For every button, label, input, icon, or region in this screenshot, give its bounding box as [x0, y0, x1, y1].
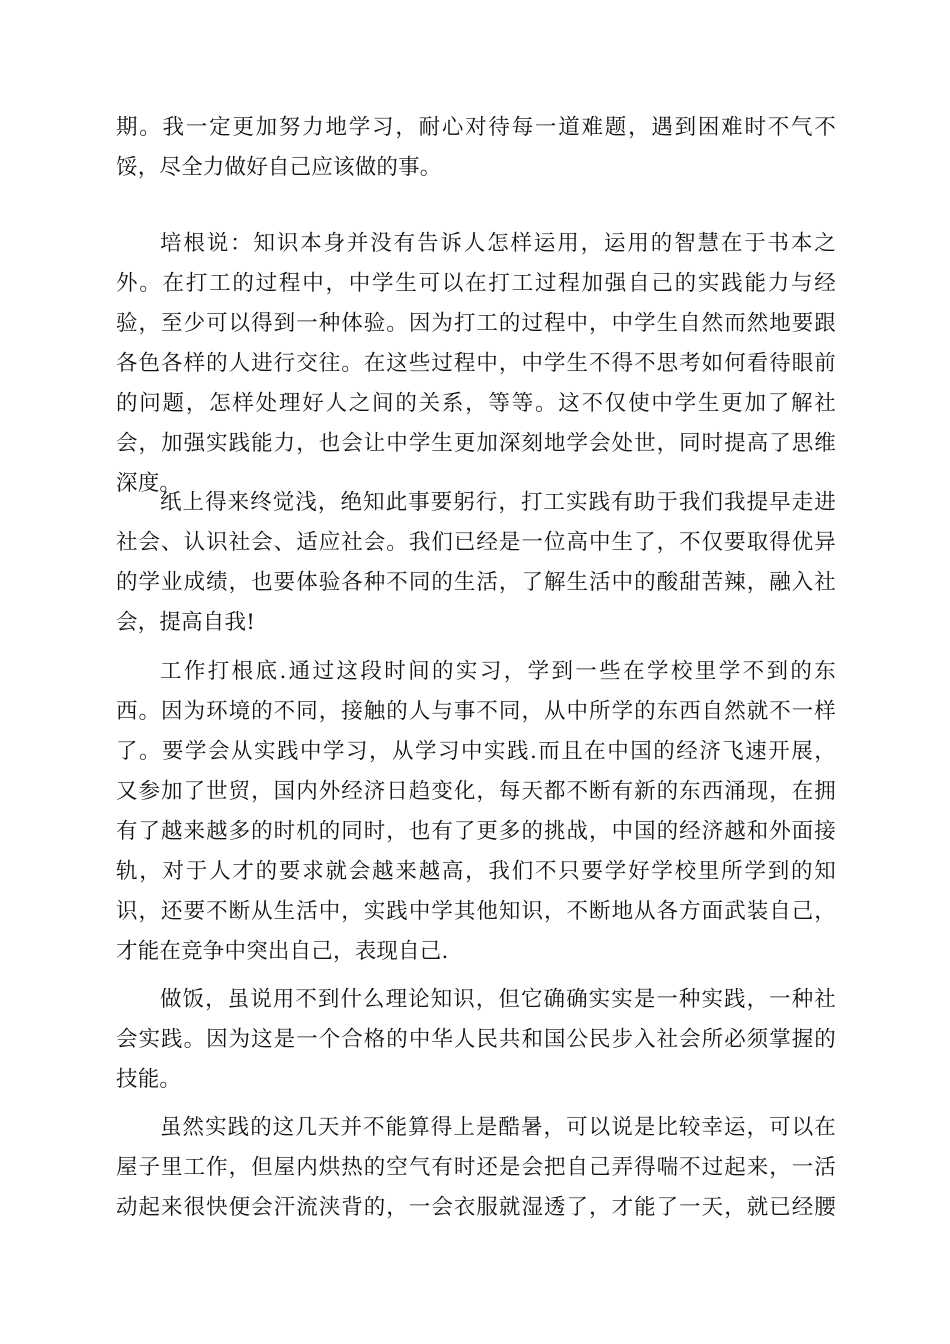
paragraph-1: [116, 108, 836, 188]
text-line: 工作打根底.通过这段时间的实习，学到一些在学校里学不到的东: [160, 659, 836, 684]
text-line: 会实践。因为这是一个合格的中华人民共和国公民步入社会所必须掌握的: [116, 1027, 836, 1052]
text-line: 西。因为环境的不同，接触的人与事不同，从中所学的东西自然就不一样: [116, 699, 836, 724]
text-line: 会，加强实践能力，也会让中学生更加深刻地学会处世，同时提高了思维: [116, 431, 836, 456]
text-line: 社会、认识社会、适应社会。我们已经是一位高中生了，不仅要取得优异: [116, 530, 836, 555]
text-line: 屋子里工作，但屋内烘热的空气有时还是会把自己弄得喘不过起来，一活: [116, 1155, 836, 1180]
text-line: 有了越来越多的时机的同时，也有了更多的挑战，中国的经济越和外面接: [116, 819, 836, 844]
text-line: 轨，对于人才的要求就会越来越高，我们不只要学好学校里所学到的知: [116, 859, 836, 884]
text-line: 的学业成绩，也要体验各种不同的生活，了解生活中的酸甜苦辣，融入社: [116, 570, 836, 595]
text-line: 识，还要不断从生活中，实践中学其他知识，不断地从各方面武装自己，: [116, 899, 836, 924]
text-line: 验，至少可以得到一种体验。因为打工的过程中，中学生自然而然地要跟: [116, 311, 836, 336]
paragraph-2: [116, 224, 836, 504]
paragraph-5: [116, 980, 836, 1100]
text-line: 技能。: [116, 1067, 182, 1092]
paragraph-4: [116, 652, 836, 972]
text-line: 做饭，虽说用不到什么理论知识，但它确确实实是一种实践，一种社: [160, 987, 836, 1012]
text-line: 深度。: [116, 471, 182, 496]
text-line: 外。在打工的过程中，中学生可以在打工过程加强自己的实践能力与经: [116, 271, 836, 296]
text-line: 期。我一定更加努力地学习，耐心对待每一道难题，遇到困难时不气不: [116, 115, 836, 140]
text-line: 培根说：知识本身并没有告诉人怎样运用，运用的智慧在于书本之: [160, 231, 836, 256]
text-line: 才能在竞争中突出自己，表现自己.: [116, 939, 449, 964]
paragraph-6: [116, 1108, 836, 1228]
text-line: 又参加了世贸，国内外经济日趋变化，每天都不断有新的东西涌现，在拥: [116, 779, 836, 804]
text-line: 了。要学会从实践中学习，从学习中实践.而且在中国的经济飞速开展，: [116, 739, 836, 764]
text-line: 各色各样的人进行交往。在这些过程中，中学生不得不思考如何看待眼前: [116, 351, 836, 376]
text-line: 虽然实践的这几天并不能算得上是酷暑，可以说是比较幸运，可以在: [160, 1115, 836, 1140]
text-line: 馁，尽全力做好自己应该做的事。: [116, 155, 442, 180]
text-line: 动起来很快便会汗流浃背的，一会衣服就湿透了，才能了一天，就已经腰: [116, 1195, 836, 1220]
text-line: 会，提高自我!: [116, 610, 256, 635]
paragraph-3: [116, 483, 836, 643]
text-line: 纸上得来终觉浅，绝知此事要躬行，打工实践有助于我们我提早走进: [160, 490, 836, 515]
text-line: 的问题，怎样处理好人之间的关系，等等。这不仅使中学生更加了解社: [116, 391, 836, 416]
